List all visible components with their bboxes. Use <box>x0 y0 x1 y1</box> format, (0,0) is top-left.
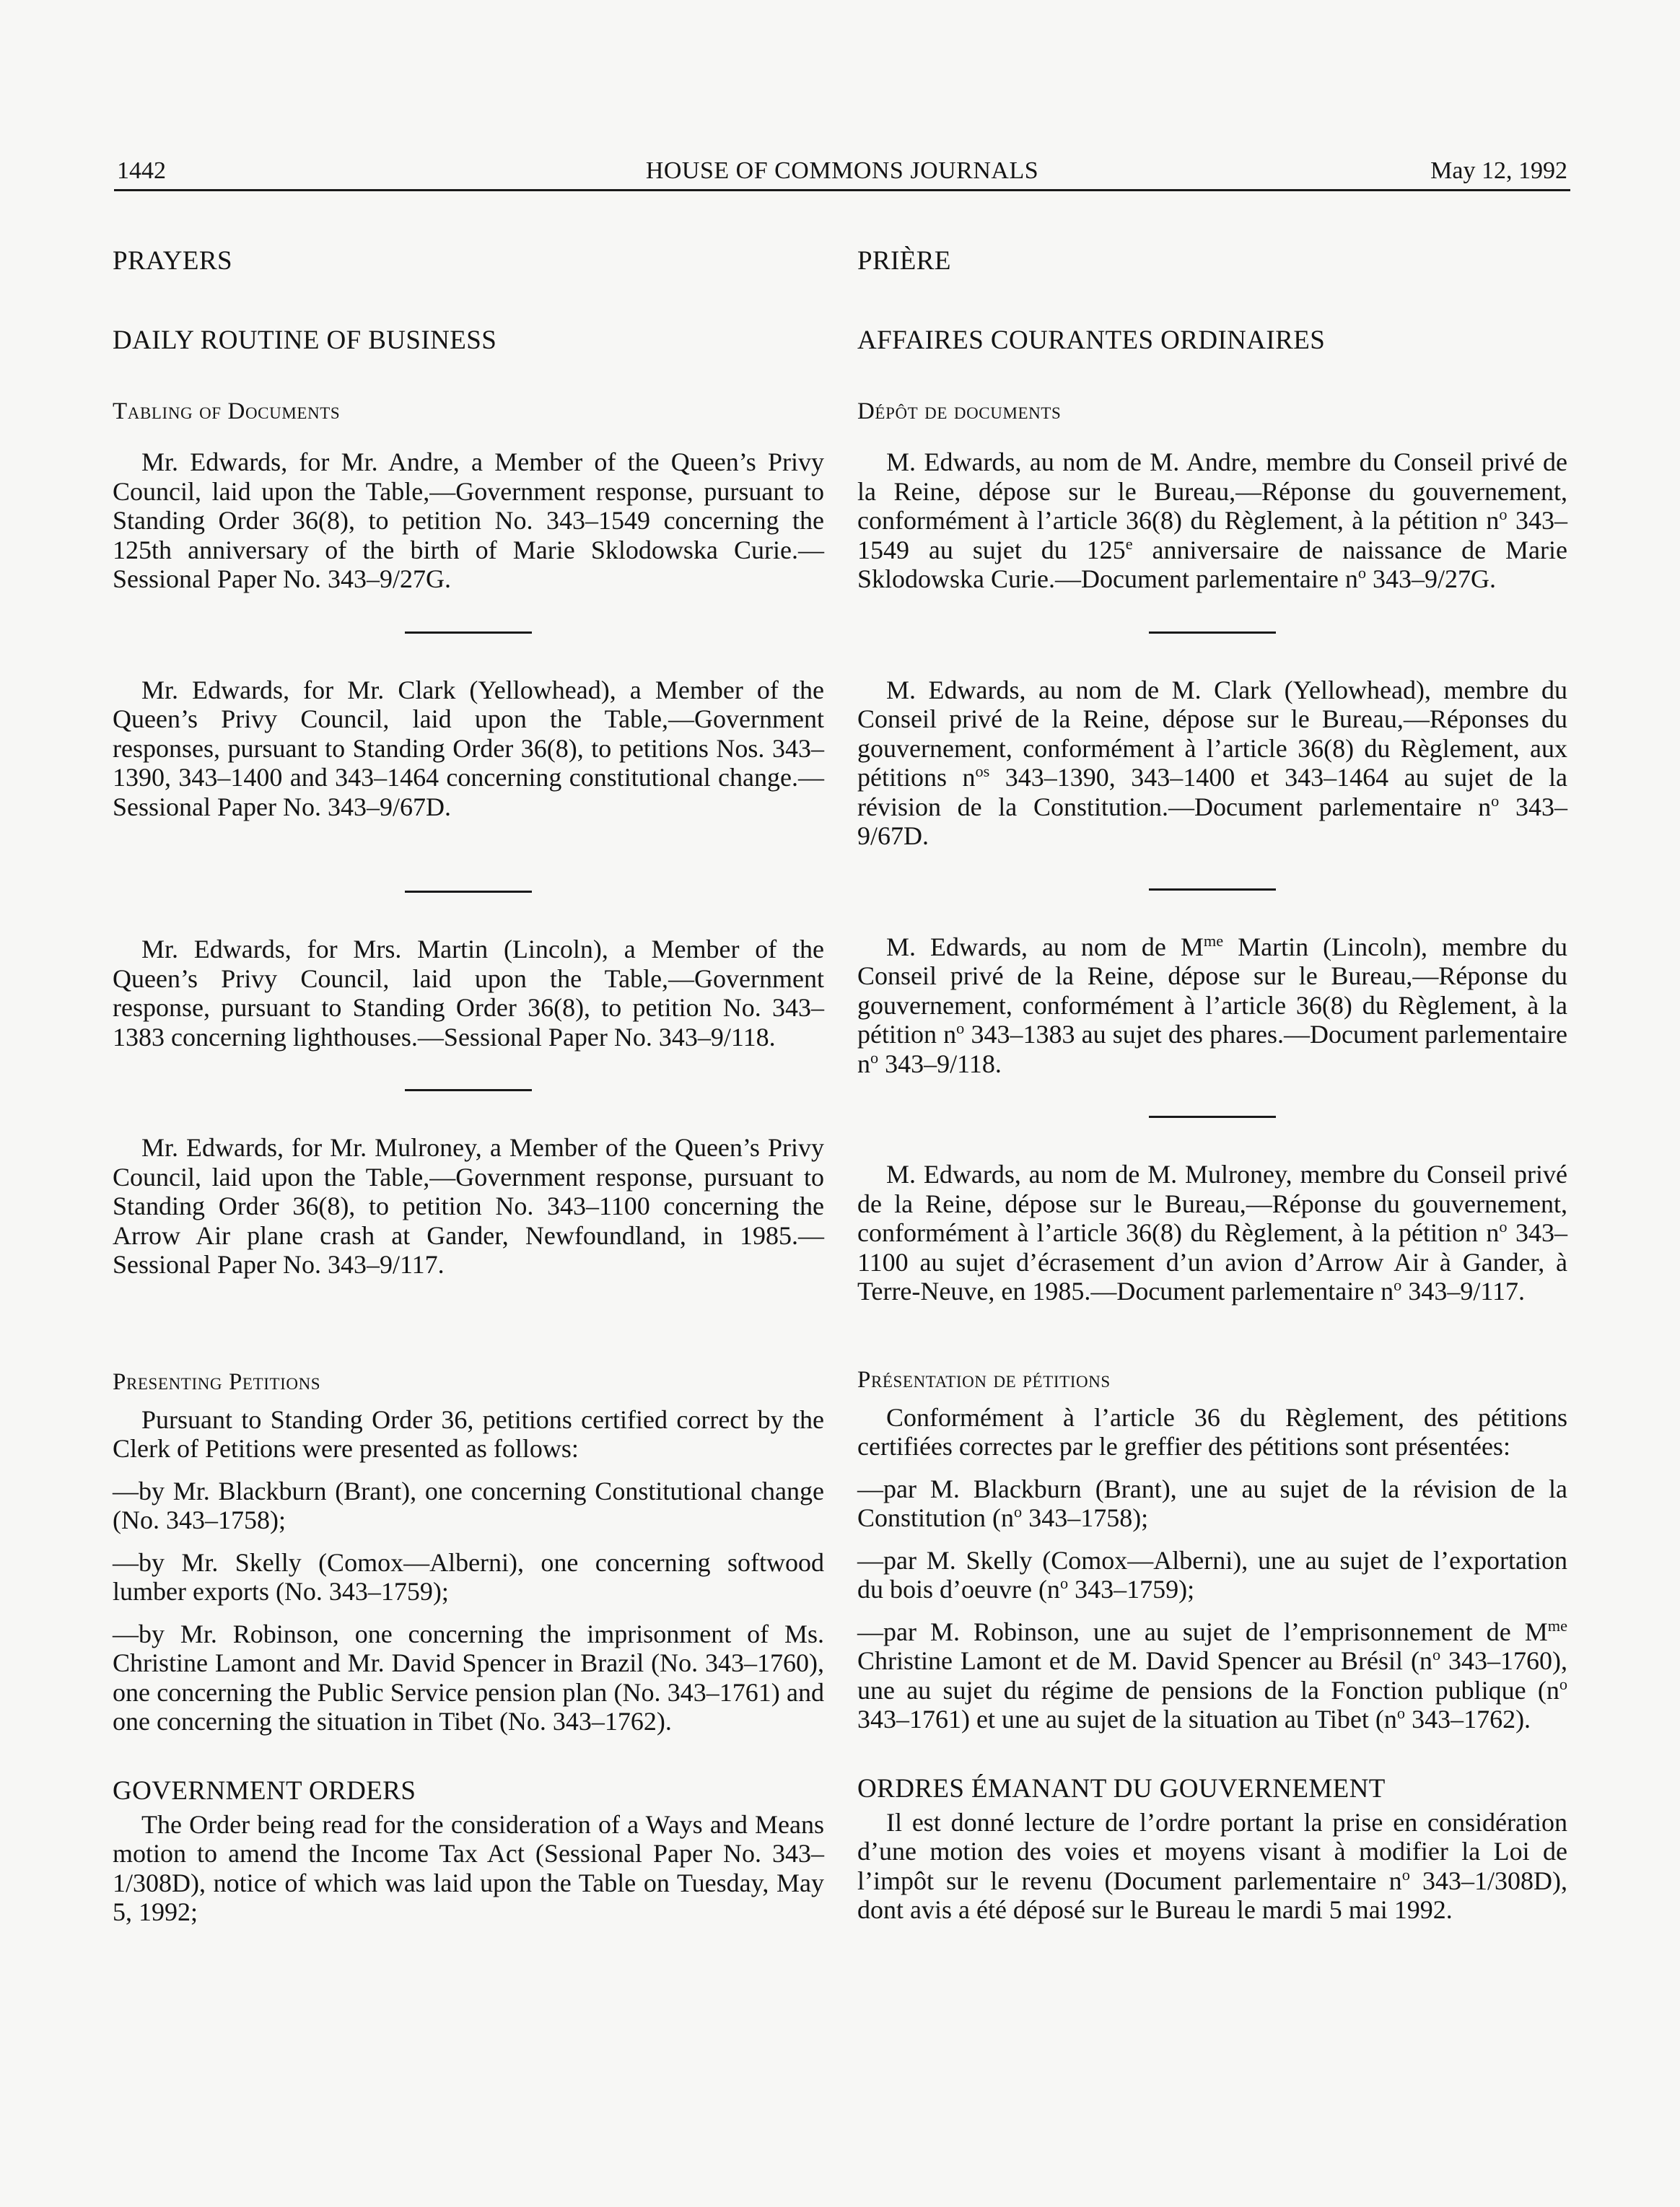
petition-item-fr-3: —par M. Robinson, une au sujet de l’emprisonnement de $M^{me}$ Christine Lamont et de M. David Spencer au Brésil ($n^o$ 343–1760), une au sujet du régime de pensions de la Fonction publique ($n^o$ 343–1761) et une au sujet de la situation au Tibet ($n^o$ 343–1762). <box>857 1616 1567 1734</box>
petitions-intro: Pursuant to Standing Order 36, petitions certified correct by the Clerk of Petitions were presented as follows: <box>113 1404 824 1463</box>
priere-heading: PRIÈRE <box>857 246 951 276</box>
presenting-petitions-heading: Presenting Petitions <box>113 1368 321 1395</box>
depot-paragraph-2: M. Edwards, au nom de M. Clark (Yellowhead), membre du Conseil privé de la Reine, dépose sur le Bureau,—Réponses du gouvernement, conformément à l’article 36(8) du Règlement, aux pétitions $n^{os}$ 343–1390, 343–1400 et 343–1464 au sujet de la révision de la Constitution.—Document parlementaire $n^o$ 343–9/67D. <box>857 675 1567 850</box>
government-orders-paragraph: The Order being read for the consideration of a Ways and Means motion to amend the Income Tax Act (Sessional Paper No. 343–1/308D), notice of which was laid upon the Table on Tuesday, May 5, 1992; <box>113 1809 824 1926</box>
petition-item-fr-2: —par M. Skelly (Comox—Alberni), une au sujet de l’exportation du bois d’oeuvre ($n^o$ 343–1759); <box>857 1545 1567 1604</box>
daily-routine-heading: DAILY ROUTINE OF BUSINESS <box>113 325 497 355</box>
depot-paragraph-4: M. Edwards, au nom de M. Mulroney, membre du Conseil privé de la Reine, dépose sur le Bureau,—Réponse du gouvernement, conformément à l’article 36(8) du Règlement, à la pétition $n^o$ 343–1100 au sujet d’écrasement d’un avion d’Arrow Air à Gander, à Terre-Neuve, en 1985.—Document parlementaire $n^o$ 343–9/117. <box>857 1160 1567 1306</box>
tabling-paragraph-4: Mr. Edwards, for Mr. Mulroney, a Member of the Queen’s Privy Council, laid upon the Table,—Government response, pursuant to Standing Order 36(8), to petition No. 343–1100 concerning the Arrow Air plane crash at Gander, Newfoundland, in 1985.—Sessional Paper No. 343–9/117. <box>113 1133 824 1279</box>
petition-item-fr-1: —par M. Blackburn (Brant), une au sujet de la révision de la Constitution ($n^o$ 343–1758); <box>857 1474 1567 1532</box>
presentation-petitions-heading: Présentation de pétitions <box>857 1366 1111 1393</box>
government-orders-heading: GOVERNMENT ORDERS <box>113 1775 416 1806</box>
depot-paragraph-3: M. Edwards, au nom de $M^{me}$ Martin (Lincoln), membre du Conseil privé de la Reine, dépose sur le Bureau,—Réponse du gouvernement, conformément à l’article 36(8) du Règlement, à la pétition $n^o$ 343–1383 au sujet des phares.—Document parlementaire $n^o$ 343–9/118. <box>857 931 1567 1078</box>
tabling-paragraph-1: Mr. Edwards, for Mr. Andre, a Member of the Queen’s Privy Council, laid upon the Table,—Government response, pursuant to Standing Order 36(8), to petition No. 343–1549 concerning the 125th anniversary of the birth of Marie Sklodowska Curie.—Sessional Paper No. 343–9/27G. <box>113 447 824 593</box>
petition-item-3: —by Mr. Robinson, one concerning the imprisonment of Ms. Christine Lamont and Mr. David Spencer in Brazil (No. 343–1760), one concerning the Public Service pension plan (No. 343–1761) and one concerning the situation in Tibet (No. 343–1762). <box>113 1619 824 1736</box>
ordres-gouvernement-paragraph: Il est donné lecture de l’ordre portant la prise en considération d’une motion des voies et moyens visant à modifier la Loi de l’impôt sur le revenu (Document parlementaire $n^o$ 343–1/308D), dont avis a été déposé sur le Bureau le mardi 5 mai 1992. <box>857 1807 1567 1924</box>
journal-title: HOUSE OF COMMONS JOURNALS <box>645 157 1039 184</box>
petition-item-2: —by Mr. Skelly (Comox—Alberni), one concerning softwood lumber exports (No. 343–1759); <box>113 1547 824 1606</box>
affaires-courantes-heading: AFFAIRES COURANTES ORDINAIRES <box>857 325 1326 355</box>
ordres-gouvernement-heading: ORDRES ÉMANANT DU GOUVERNEMENT <box>857 1773 1386 1804</box>
tabling-documents-heading: Tabling of Documents <box>113 398 341 424</box>
prayers-heading: PRAYERS <box>113 246 232 276</box>
page-number: 1442 <box>117 157 166 184</box>
tabling-paragraph-3: Mr. Edwards, for Mrs. Martin (Lincoln), a Member of the Queen’s Privy Council, laid upon the Table,—Government response, pursuant to Standing Order 36(8), to petition No. 343–1383 concerning lighthouses.—Sessional Paper No. 343–9/118. <box>113 935 824 1052</box>
petitions-intro-fr: Conformément à l’article 36 du Règlement, des pétitions certifiées correctes par le greffier des pétitions sont présentées: <box>857 1402 1567 1461</box>
journal-date: May 12, 1992 <box>1430 157 1567 184</box>
depot-documents-heading: Dépôt de documents <box>857 398 1062 424</box>
english-column <box>113 238 824 1927</box>
depot-paragraph-1: M. Edwards, au nom de M. Andre, membre du Conseil privé de la Reine, dépose sur le Bureau,—Réponse du gouvernement, conformément à l’article 36(8) du Règlement, à la pétition $n^o$ 343–1549 au sujet du 125e anniversaire de naissance de Marie Sklodowska Curie.—Document parlementaire $n^o$ 343–9/27G. <box>857 447 1567 593</box>
french-column <box>857 238 1567 1925</box>
tabling-paragraph-2: Mr. Edwards, for Mr. Clark (Yellowhead), a Member of the Queen’s Privy Council, laid upon the Table,—Government responses, pursuant to Standing Order 36(8), to petitions Nos. 343–1390, 343–1400 and 343–1464 concerning constitutional change.—Sessional Paper No. 343–9/67D. <box>113 675 824 821</box>
petition-item-1: —by Mr. Blackburn (Brant), one concerning Constitutional change (No. 343–1758); <box>113 1476 824 1534</box>
running-header <box>114 153 1570 191</box>
